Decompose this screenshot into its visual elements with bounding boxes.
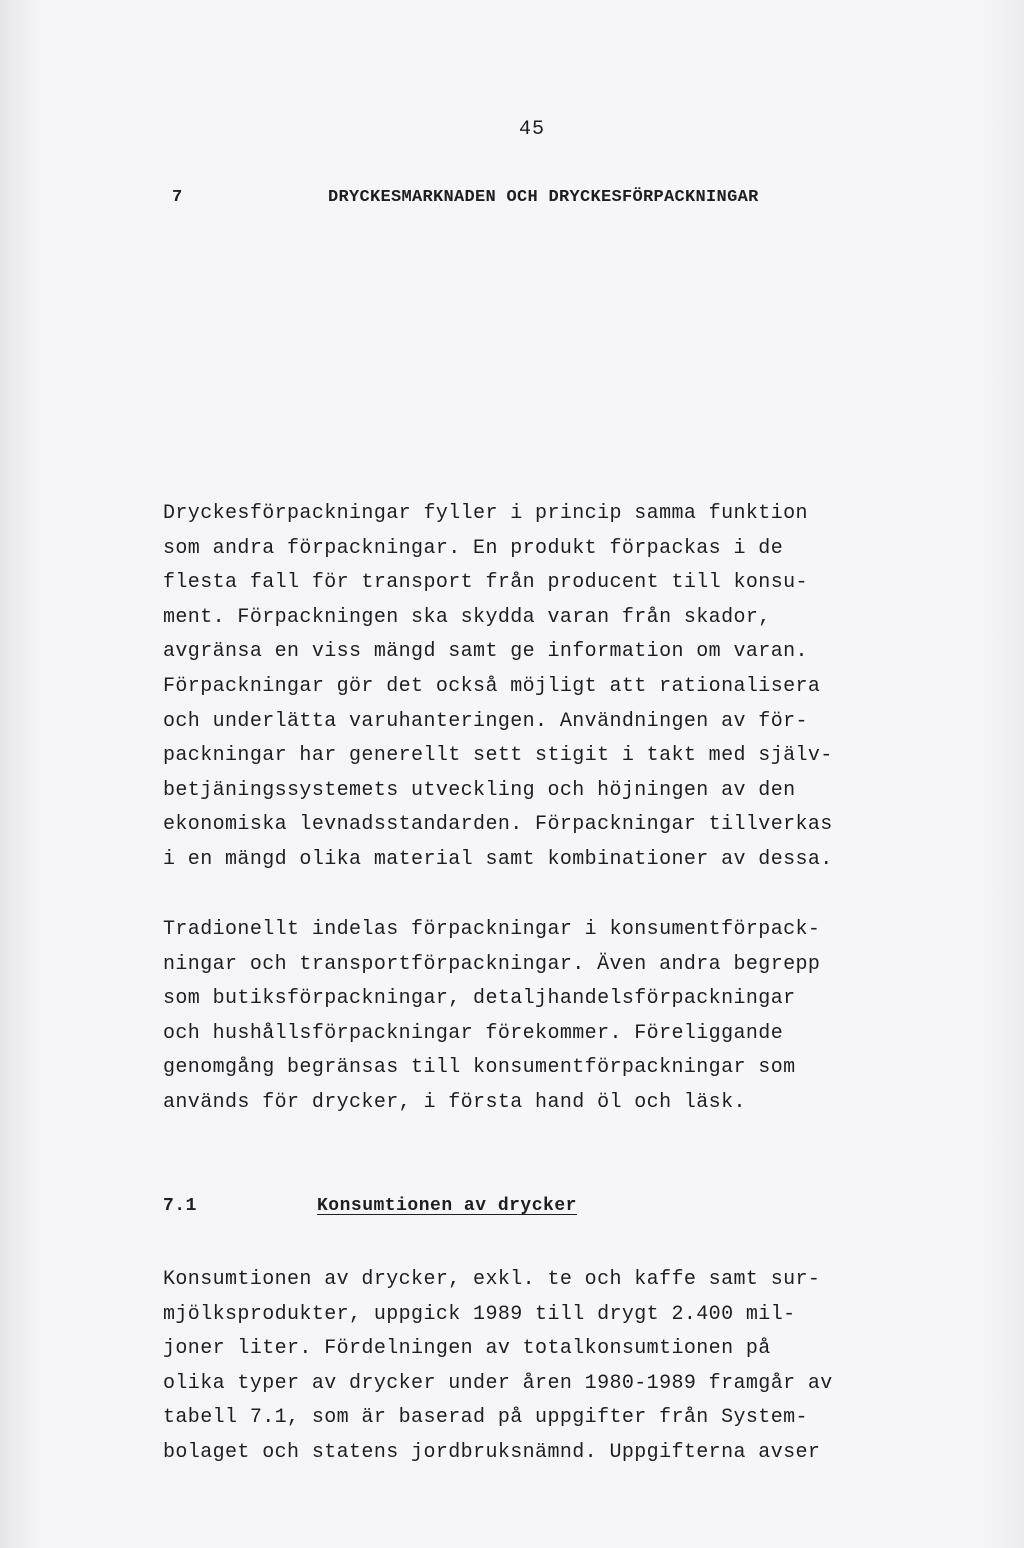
text-line: som andra förpackningar. En produkt förpackas i de	[163, 536, 784, 560]
text-line: Tradionellt indelas förpackningar i konsumentförpack-	[163, 918, 821, 941]
text-line: ekonomiska levnadsstandarden. Förpackningar tillverkas	[163, 813, 833, 837]
text-line: Konsumtionen av drycker, exkl. te och kaffe samt sur-	[163, 1268, 821, 1291]
text-line: som butiksförpackningar, detaljhandelsförpackningar	[163, 987, 796, 1011]
text-line: används för drycker, i första hand öl och läsk.	[163, 1090, 746, 1114]
text-line: och hushållsförpackningar förekommer. Föreliggande	[163, 1021, 784, 1045]
text-line: olika typer av drycker under åren 1980-1989 framgår av	[163, 1371, 833, 1395]
chapter-title: DRYCKESMARKNADEN OCH DRYCKESFÖRPACKNINGAR	[328, 188, 759, 207]
text-line: Dryckesförpackningar fyller i princip samma funktion	[163, 502, 808, 525]
paragraph-1	[163, 497, 833, 878]
paragraph-2	[163, 913, 820, 1121]
chapter-number: 7	[172, 188, 183, 207]
text-line: Förpackningar gör det också möjligt att rationalisera	[163, 674, 821, 698]
text-line: och underlätta varuhanteringen. Användningen av för-	[163, 709, 808, 733]
text-line: ningar och transportförpackningar. Även andra begrepp	[163, 952, 821, 976]
text-line: betjäningssystemets utveckling och höjningen av den	[163, 778, 796, 802]
text-line: genomgång begränsas till konsumentförpackningar som	[163, 1056, 796, 1080]
text-line: tabell 7.1, som är baserad på uppgifter från System-	[163, 1406, 808, 1430]
page-number: 45	[519, 118, 546, 141]
text-line: ment. Förpackningen ska skydda varan från skador,	[163, 605, 771, 629]
text-line: mjölksprodukter, uppgick 1989 till drygt 2.400 mil-	[163, 1302, 796, 1326]
section-number: 7.1	[163, 1196, 197, 1216]
paragraph-3	[163, 1263, 833, 1471]
text-line: bolaget och statens jordbruksnämnd. Uppgifterna avser	[163, 1440, 821, 1464]
text-line: joner liter. Fördelningen av totalkonsumtionen på	[163, 1337, 771, 1361]
section-title: Konsumtionen av drycker	[317, 1196, 577, 1216]
text-line: flesta fall för transport från producent till konsu-	[163, 571, 808, 595]
text-line: avgränsa en viss mängd samt ge information om varan.	[163, 640, 808, 664]
text-line: i en mängd olika material samt kombinationer av dessa.	[163, 847, 833, 871]
text-line: packningar har generellt sett stigit i takt med själv-	[163, 744, 833, 768]
